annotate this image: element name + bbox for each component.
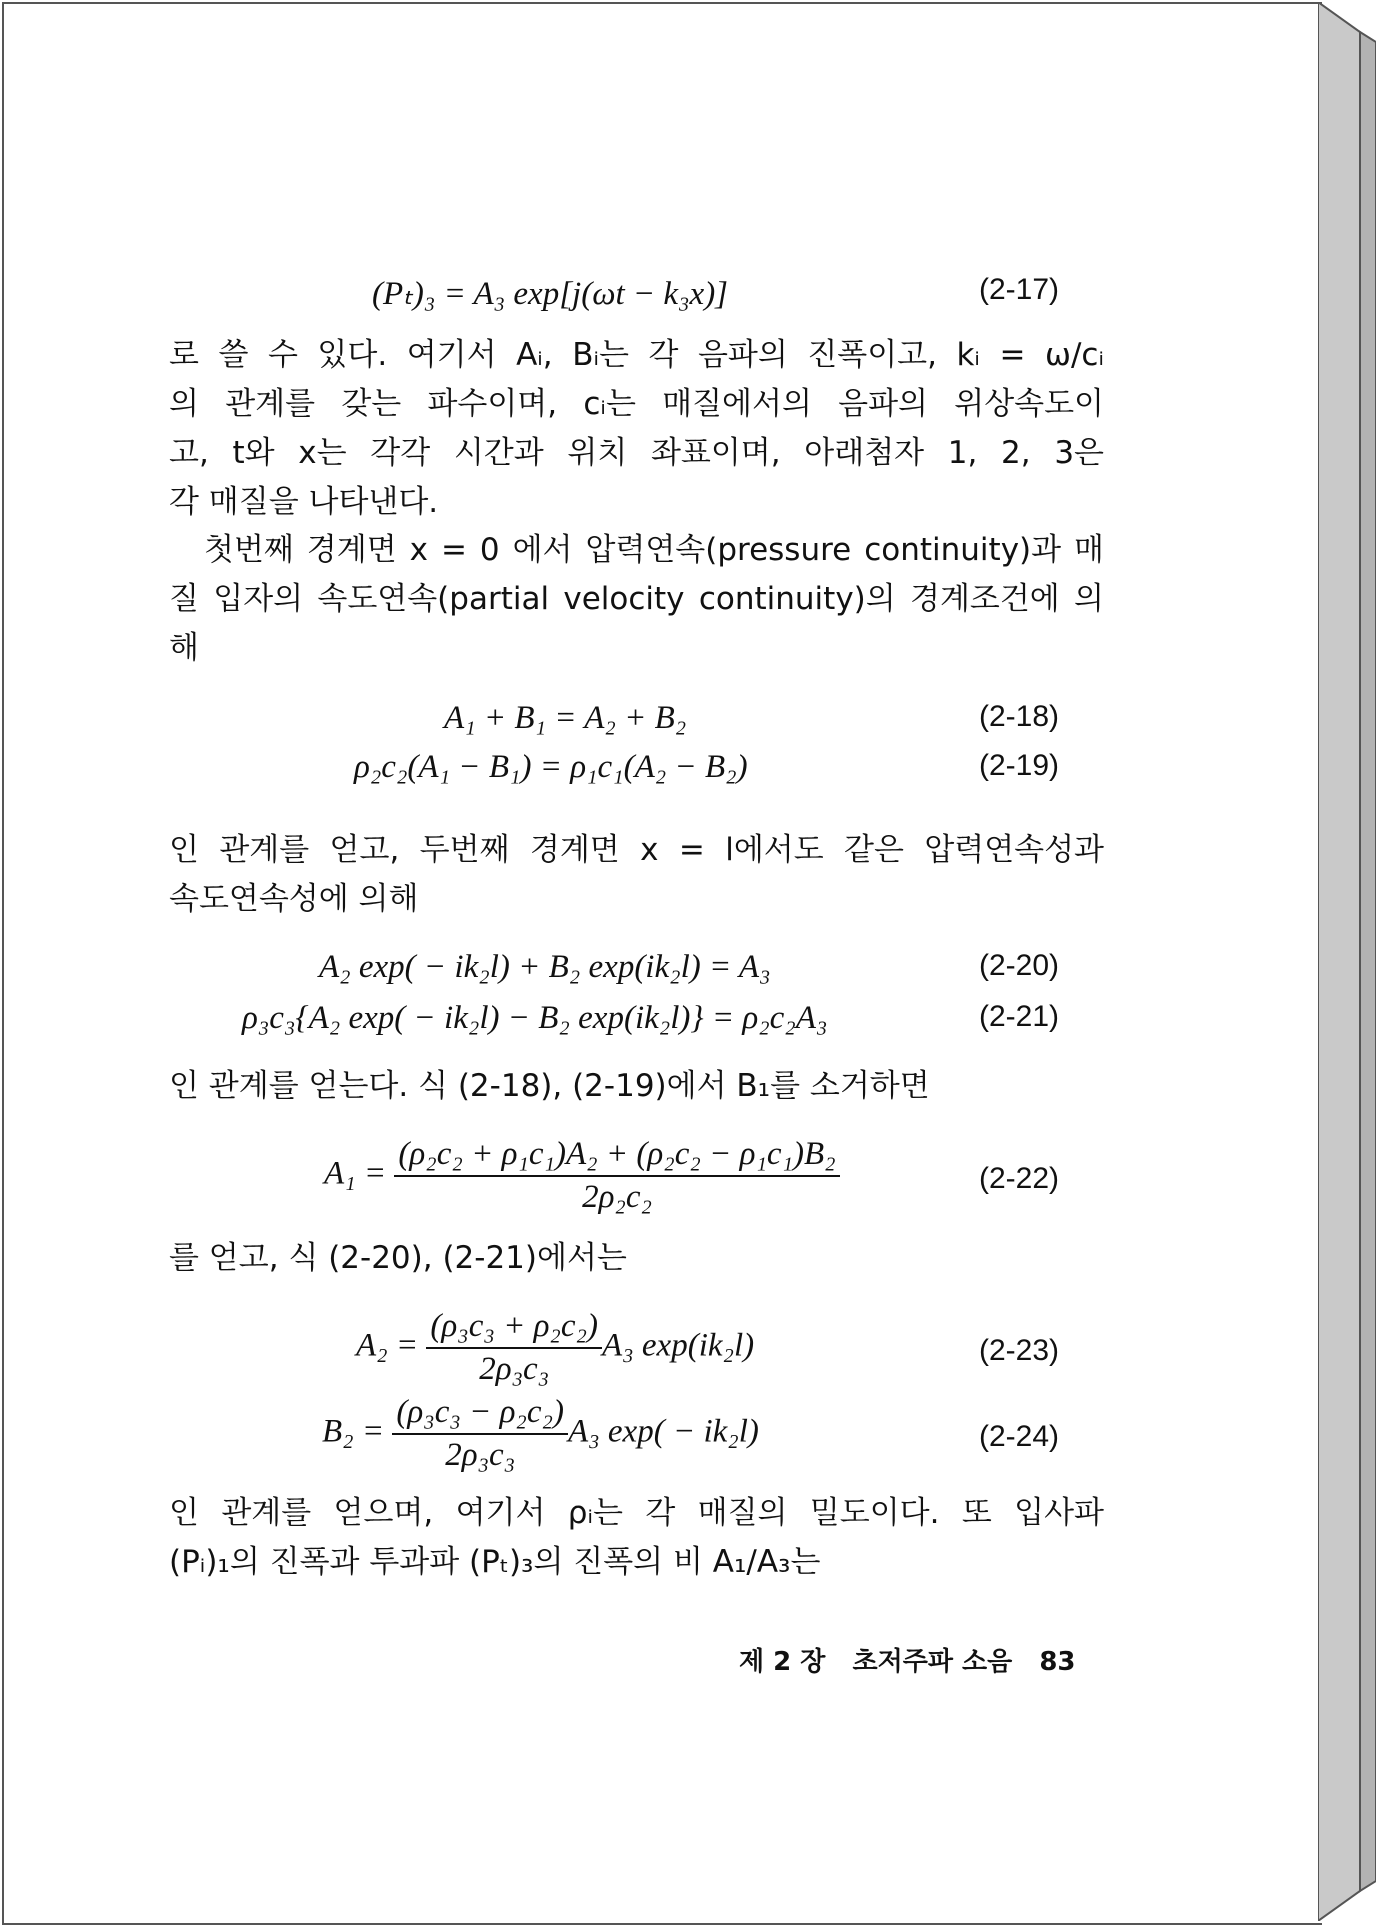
equation-2-19 <box>4 745 1322 795</box>
text-line: 속도연속성에 의해 <box>169 881 419 917</box>
equation-2-23 <box>4 1304 1322 1394</box>
chapter-label: 제 2 장 <box>739 1647 826 1677</box>
equation-formula: (Pₜ)₃ = A₃ exp[j(ωt − k₃x)] <box>372 276 729 312</box>
fraction <box>426 1308 602 1388</box>
equation-lhs: B₂ = <box>322 1413 385 1450</box>
fraction-denominator: 2ρ₃c₃ <box>479 1351 550 1387</box>
equation-lhs: A₁ = <box>324 1155 387 1192</box>
book-spine <box>1318 2 1376 1921</box>
equation-formula: ρ₃c₃{A₂ exp( − ik₂l) − B₂ exp(ik₂l)} = ρ₂c₂A₃ <box>242 1000 828 1036</box>
equation-2-18 <box>4 696 1322 746</box>
text-line: 질 입자의 속도연속(partial velocity continuity)의 경계조건에 의 <box>169 581 1104 617</box>
text-line: 인 관계를 얻으며, 여기서 ρᵢ는 각 매질의 밀도이다. 또 입사파 <box>169 1495 1104 1531</box>
fraction <box>394 1136 839 1216</box>
equation-number: (2-23) <box>979 1334 1060 1367</box>
paragraph-2 <box>169 526 1104 673</box>
equation-2-20 <box>4 945 1322 995</box>
equation-formula <box>324 1136 840 1216</box>
equation-number: (2-22) <box>979 1162 1060 1195</box>
equation-2-22 <box>4 1132 1322 1222</box>
text-line: 인 관계를 얻는다. 식 (2-18), (2-19)에서 B₁를 소거하면 <box>169 1068 930 1104</box>
fraction-numerator: (ρ₂c₂ + ρ₁c₁)A₂ + (ρ₂c₂ − ρ₁c₁)B₂ <box>394 1136 839 1177</box>
fraction-numerator: (ρ₃c₃ + ρ₂c₂) <box>426 1308 602 1349</box>
book-page <box>2 2 1322 1925</box>
equation-lhs: A₂ = <box>356 1327 419 1364</box>
paragraph-1 <box>169 331 1104 527</box>
paragraph-6 <box>169 1489 1104 1587</box>
paragraph-5 <box>169 1234 1104 1283</box>
page-number: 83 <box>1039 1647 1076 1677</box>
text-line: 를 얻고, 식 (2-20), (2-21)에서는 <box>169 1240 627 1276</box>
text-line: 인 관계를 얻고, 두번째 경계면 x = l에서도 같은 압력연속성과 <box>169 832 1104 868</box>
equation-number: (2-17) <box>979 273 1060 306</box>
equation-number: (2-18) <box>979 700 1060 733</box>
text-line: (Pᵢ)₁의 진폭과 투과파 (Pₜ)₃의 진폭의 비 A₁/A₃는 <box>169 1544 821 1580</box>
equation-number: (2-21) <box>979 1000 1060 1033</box>
fraction <box>392 1394 568 1474</box>
text-line: 첫번째 경계면 x = 0 에서 압력연속(pressure continuity)과 매 <box>204 532 1104 568</box>
fraction-denominator: 2ρ₃c₃ <box>445 1437 516 1473</box>
equation-rhs: A₃ exp( − ik₂l) <box>568 1413 759 1450</box>
fraction-numerator: (ρ₃c₃ − ρ₂c₂) <box>392 1394 568 1435</box>
text-line: 의 관계를 갖는 파수이며, cᵢ는 매질에서의 음파의 위상속도이 <box>169 386 1104 422</box>
fraction-denominator: 2ρ₂c₂ <box>582 1179 652 1215</box>
equation-formula: A₂ exp( − ik₂l) + B₂ exp(ik₂l) = A₃ <box>319 949 771 985</box>
equation-number: (2-20) <box>979 949 1060 982</box>
equation-rhs: A₃ exp(ik₂l) <box>602 1327 755 1364</box>
equation-formula <box>356 1308 754 1388</box>
paragraph-4 <box>169 1062 1104 1111</box>
equation-formula: A₁ + B₁ = A₂ + B₂ <box>444 700 687 736</box>
equation-2-17 <box>4 269 1322 319</box>
text-line: 고, t와 x는 각각 시간과 위치 좌표이며, 아래첨자 1, 2, 3은 <box>169 435 1104 471</box>
equation-2-24 <box>4 1390 1322 1480</box>
equation-formula: ρ₂c₂(A₁ − B₁) = ρ₁c₁(A₂ − B₂) <box>354 749 748 785</box>
text-line: 해 <box>169 630 199 666</box>
text-line: 각 매질을 나타낸다. <box>169 484 439 520</box>
paragraph-3 <box>169 826 1104 924</box>
chapter-title: 초저주파 소음 <box>852 1647 1013 1677</box>
equation-2-21 <box>4 996 1322 1046</box>
equation-number: (2-24) <box>979 1420 1060 1453</box>
page-footer <box>739 1641 1094 1678</box>
equation-number: (2-19) <box>979 749 1060 782</box>
text-line: 로 쓸 수 있다. 여기서 Aᵢ, Bᵢ는 각 음파의 진폭이고, kᵢ = ω/cᵢ <box>169 337 1104 373</box>
equation-formula <box>322 1394 759 1474</box>
